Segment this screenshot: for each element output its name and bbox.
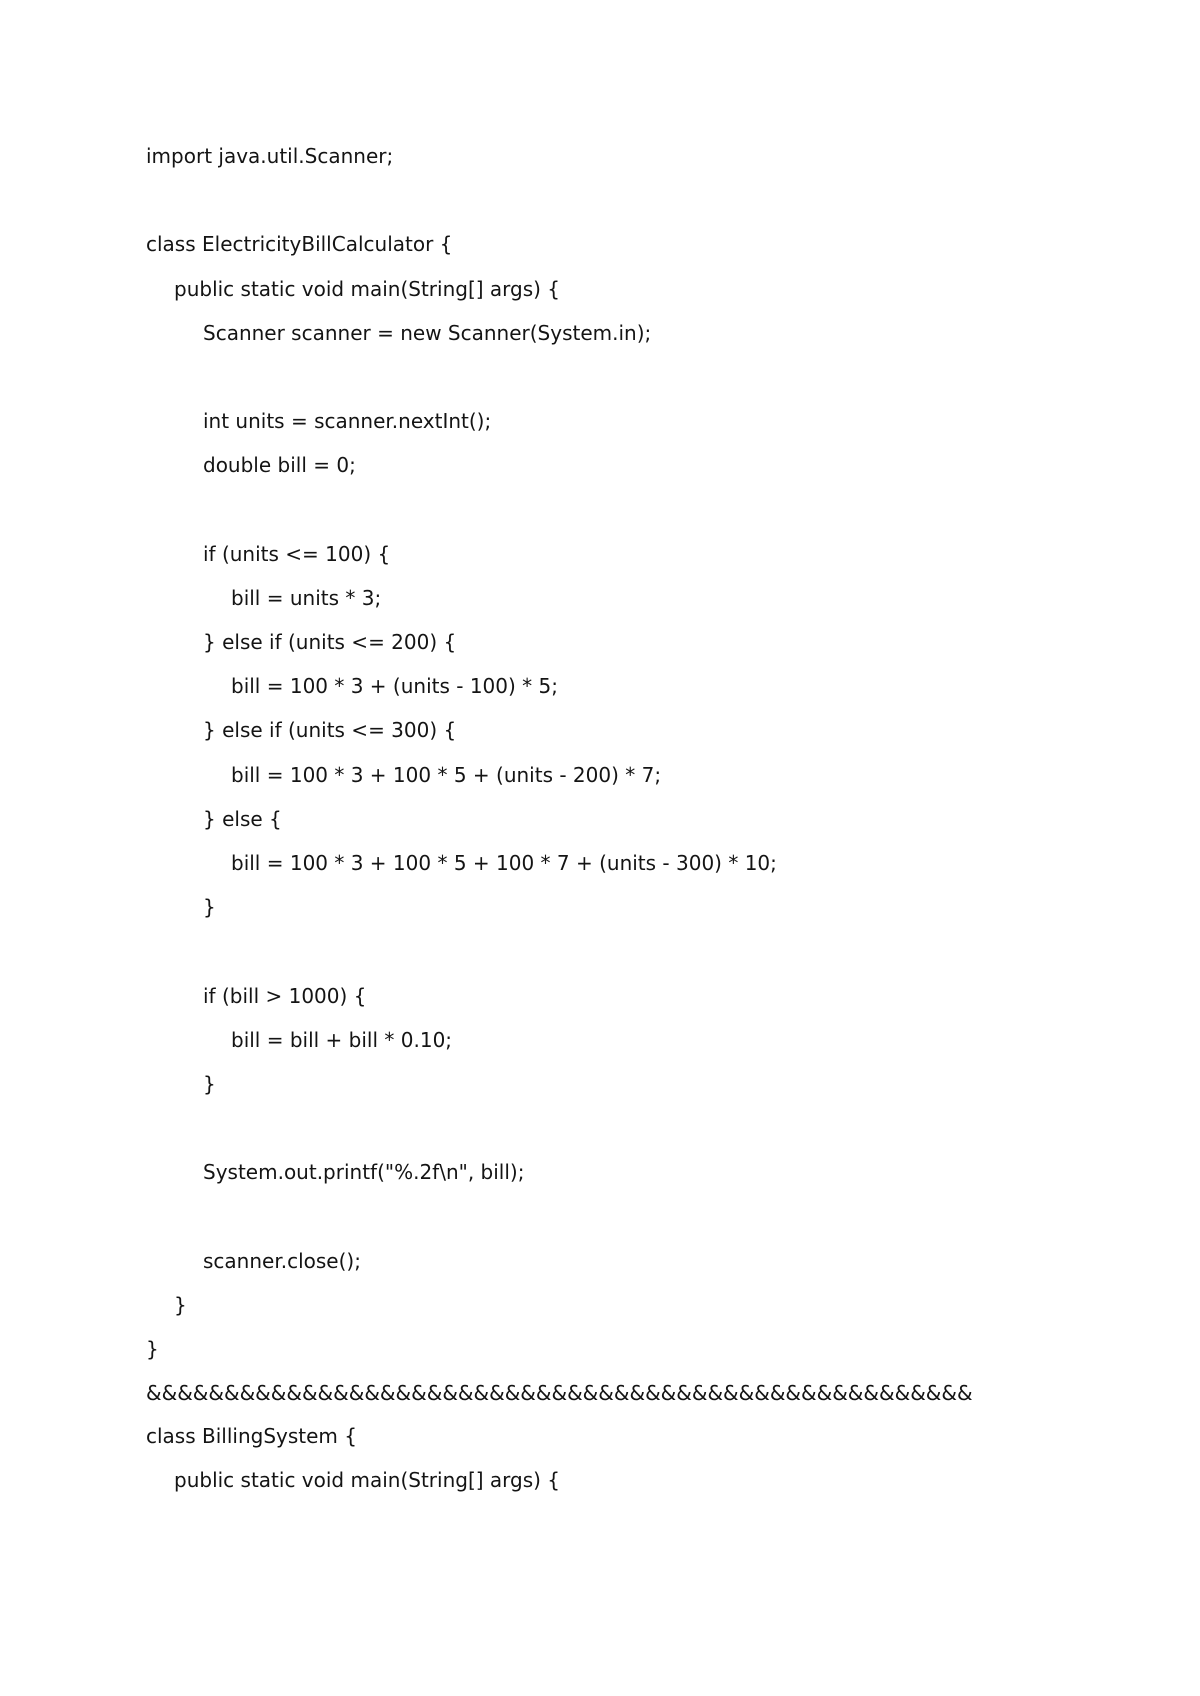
- code-line-if-surcharge: if (bill > 1000) {: [203, 983, 367, 1008]
- code-line-bill-tier4: bill = 100 * 3 + 100 * 5 + 100 * 7 + (units - 300) * 10;: [231, 851, 777, 875]
- code-line-main-method: public static void main(String[] args) {: [174, 276, 561, 301]
- code-line-close-brace: }: [203, 1071, 216, 1096]
- code-line-bill-surcharge: bill = bill + bill * 0.10;: [231, 1027, 453, 1052]
- code-block: [146, 143, 1066, 1512]
- code-line-class-declaration: class BillingSystem {: [146, 1424, 357, 1449]
- code-line-class-declaration: class ElectricityBillCalculator {: [146, 232, 453, 257]
- blank-line: [146, 497, 1066, 541]
- code-line-close-brace: }: [146, 1337, 159, 1362]
- blank-line: [146, 187, 1066, 231]
- code-line-if-100: if (units <= 100) {: [203, 541, 391, 566]
- blank-line: [146, 1115, 1066, 1159]
- blank-line: [146, 1204, 1066, 1248]
- code-line-close-brace: }: [203, 895, 216, 920]
- code-line-import: import java.util.Scanner;: [146, 144, 394, 168]
- blank-line: [146, 364, 1066, 408]
- blank-line: [146, 938, 1066, 982]
- code-line-else-if-300: } else if (units <= 300) {: [203, 718, 457, 743]
- code-line-bill-tier1: bill = units * 3;: [231, 585, 382, 610]
- code-line-bill-init: double bill = 0;: [203, 453, 356, 478]
- code-line-units-input: int units = scanner.nextInt();: [203, 409, 492, 434]
- separator-ampersands: &&&&&&&&&&&&&&&&&&&&&&&&&&&&&&&&&&&&&&&&&&&&&&&&&&&&&: [146, 1381, 973, 1406]
- code-line-scanner-init: Scanner scanner = new Scanner(System.in);: [203, 320, 652, 345]
- code-line-main-method: public static void main(String[] args) {: [174, 1468, 561, 1493]
- code-line-printf: System.out.printf("%.2f\n", bill);: [203, 1160, 525, 1185]
- code-line-else: } else {: [203, 806, 282, 831]
- code-line-close-brace: }: [174, 1292, 187, 1317]
- code-line-scanner-close: scanner.close();: [203, 1248, 361, 1273]
- code-line-bill-tier3: bill = 100 * 3 + 100 * 5 + (units - 200) * 7;: [231, 762, 662, 787]
- code-line-else-if-200: } else if (units <= 200) {: [203, 630, 457, 655]
- code-line-bill-tier2: bill = 100 * 3 + (units - 100) * 5;: [231, 674, 558, 699]
